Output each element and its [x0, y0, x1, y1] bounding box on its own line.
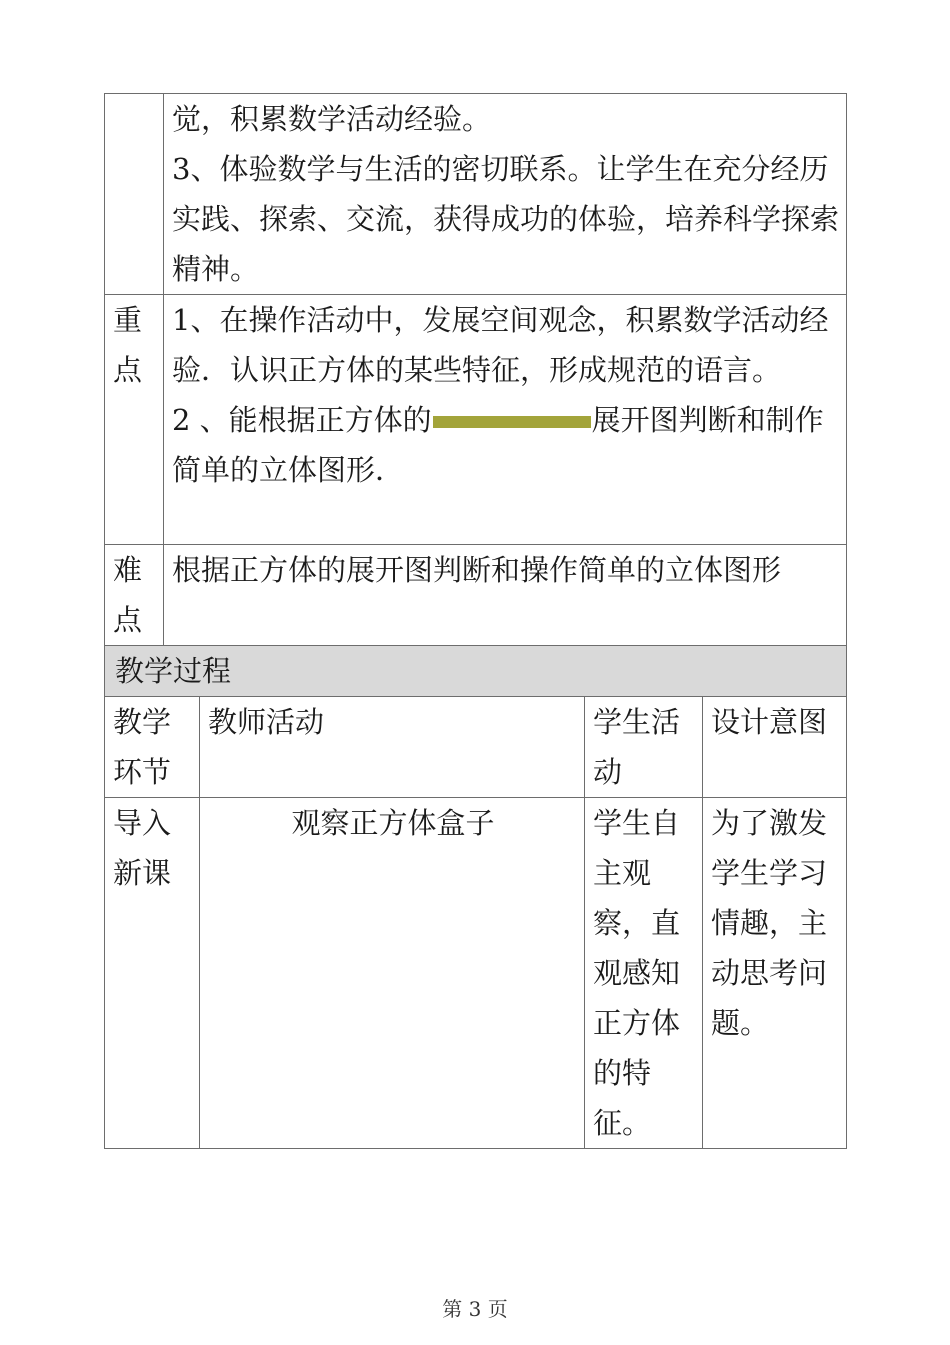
goals-row	[105, 94, 847, 295]
key-points-label: 重点	[105, 295, 164, 545]
key-point-1: 1、在操作活动中，发展空间观念，积累数学活动经验．认识正方体的某些特征，形成规范的语言。	[172, 303, 829, 387]
difficulty-content: 根据正方体的展开图判断和操作简单的立体图形	[164, 545, 847, 646]
process-row	[105, 798, 847, 1149]
goal-line-1: 觉，积累数学活动经验。	[172, 102, 492, 136]
lesson-plan-table	[104, 93, 847, 1149]
process-header-row	[105, 697, 847, 798]
goal-line-2: 3、体验数学与生活的密切联系。让学生在充分经历实践、探索、交流，获得成功的体验，培养科学探索精神。	[172, 152, 840, 286]
header-stage: 教学环节	[105, 697, 200, 798]
row-teacher: 观察正方体盒子	[200, 798, 585, 1149]
difficulty-label: 难点	[105, 545, 164, 646]
row-intent: 为了激发学生学习情趣，主动思考问题。	[703, 798, 847, 1149]
row-student: 学生自主观察，直观感知正方体的特征。	[585, 798, 703, 1149]
key-point-2-after: 展开图判断和制作简单的立体图形．	[172, 403, 824, 487]
goals-label-cell	[105, 94, 164, 295]
process-title: 教学过程	[105, 646, 847, 697]
page-number: 第 3 页	[442, 1297, 508, 1321]
header-student: 学生活动	[585, 697, 703, 798]
highlight-mark	[433, 416, 591, 428]
key-points-content-cell	[164, 295, 847, 545]
header-teacher: 教师活动	[200, 697, 585, 798]
row-stage: 导入新课	[105, 798, 200, 1149]
key-point-2	[172, 395, 840, 495]
key-point-2-before: 2 、能根据正方体的	[172, 403, 432, 437]
key-points-row	[105, 295, 847, 545]
header-intent: 设计意图	[703, 697, 847, 798]
goals-content-cell	[164, 94, 847, 295]
difficulty-row	[105, 545, 847, 646]
process-title-row	[105, 646, 847, 697]
